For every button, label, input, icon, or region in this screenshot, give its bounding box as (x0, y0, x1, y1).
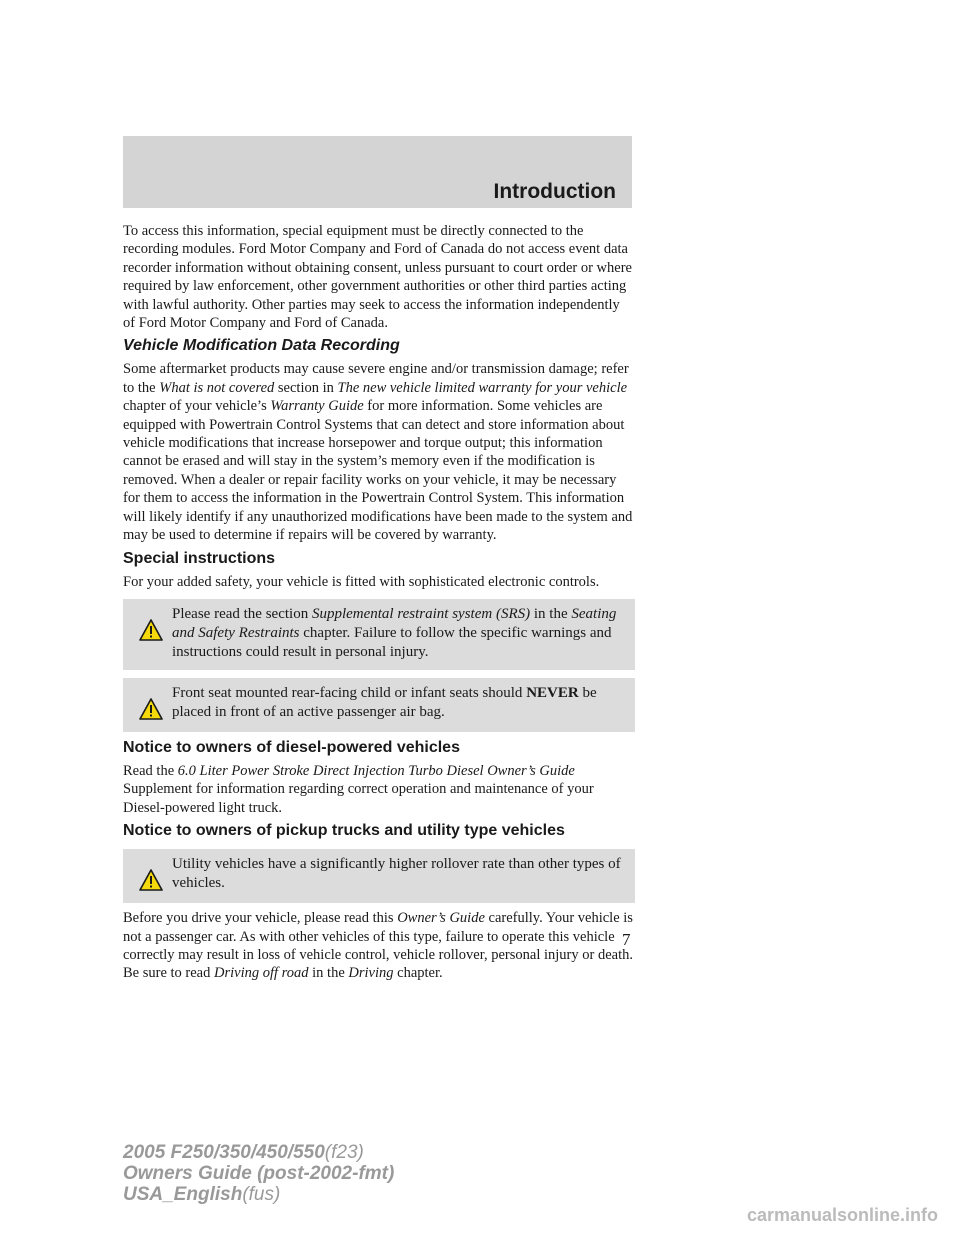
warning-box-srs (123, 599, 635, 670)
warning-triangle-icon (139, 619, 163, 641)
footer-guide-title: Owners Guide (post-2002-fmt) (123, 1163, 395, 1184)
warning-srs-text: Please read the section Supplemental restraint system (SRS) in the Seating and Safety Restraints chapter. Failure to follow the specific warnings and instructions could result in personal injury. (172, 605, 617, 660)
warning-box-rollover (123, 849, 635, 903)
warning-triangle-icon (139, 698, 163, 720)
warning-triangle-icon (139, 869, 163, 891)
page-content (123, 222, 635, 983)
pickup-paragraph: Before you drive your vehicle, please read this Owner’s Guide carefully. Your vehicle is not a passenger car. As with other vehicles of this type, failure to operate this vehicle correctly may result in loss of vehicle control, vehicle rollover, personal injury or death. (123, 910, 633, 963)
heading-special-instructions: Special instructions (123, 549, 276, 567)
heading-vehicle-modification: Vehicle Modification Data Recording (123, 337, 400, 355)
section-title: Introduction (493, 180, 616, 203)
watermark-text: carmanualsonline.info (746, 1205, 938, 1225)
heading-pickup-owners: Notice to owners of pickup trucks and utility type vehicles (123, 822, 565, 840)
warning-child-seat-text: Front seat mounted rear-facing child or infant seats should NEVER be placed in front of an active passenger air bag. (172, 684, 597, 720)
vehicle-modification-paragraph: Some aftermarket products may cause severe engine and/or transmission damage; refer to the What is not covered section in The new vehicle limited warranty for your vehicle chapter of your vehicle’s Warranty Guide for more information. Some vehicles are equipped with Powertrain Control Systems that can detect and store information about vehicle modifications that increase horsepower and torque output; this information cannot be erased and will stay in the system’s memory even if the modification is removed. When a dealer or repair facility works on your vehicle, it may be necessary for them to access the information in the Powertrain Control System. This information will likely identify if any unauthorized modifications have been made to the system and may be used to determine if repairs will be covered by warranty. (123, 361, 633, 544)
page-number: 7 (622, 930, 631, 949)
diesel-paragraph: Read the 6.0 Liter Power Stroke Direct Injection Turbo Diesel Owner’s Guide Supplement for information regarding correct operation and maintenance of your Diesel-powered light truck. (123, 762, 594, 816)
special-instructions-paragraph: For your added safety, your vehicle is fitted with sophisticated electronic controls. (123, 573, 600, 590)
footer-language: USA_English (123, 1184, 243, 1205)
edr-access-paragraph: To access this information, special equipment must be directly connected to the recording modules. Ford Motor Company and Ford of Canada do not access event data recorder information without obtaining consent, unless pursuant to court order or where required by law enforcement, other government authorities or other third parties acting with lawful authority. Other parties may seek to access the information independently of Ford Motor Company and Ford of Canada. (123, 223, 632, 332)
footer-model: 2005 F250/350/450/550 (123, 1142, 325, 1163)
heading-diesel-owners: Notice to owners of diesel-powered vehicles (123, 738, 460, 756)
footer-language-code: (fus) (242, 1184, 281, 1205)
warning-box-child-seat (123, 678, 635, 732)
section-header-band (123, 136, 632, 208)
driving-off-road-paragraph: Be sure to read Driving off road in the Driving chapter. (123, 965, 443, 982)
warning-rollover-text: Utility vehicles have a significantly higher rollover rate than other types of vehicles. (172, 856, 621, 892)
document-footer (123, 1142, 394, 1205)
footer-model-code: (f23) (324, 1142, 364, 1163)
